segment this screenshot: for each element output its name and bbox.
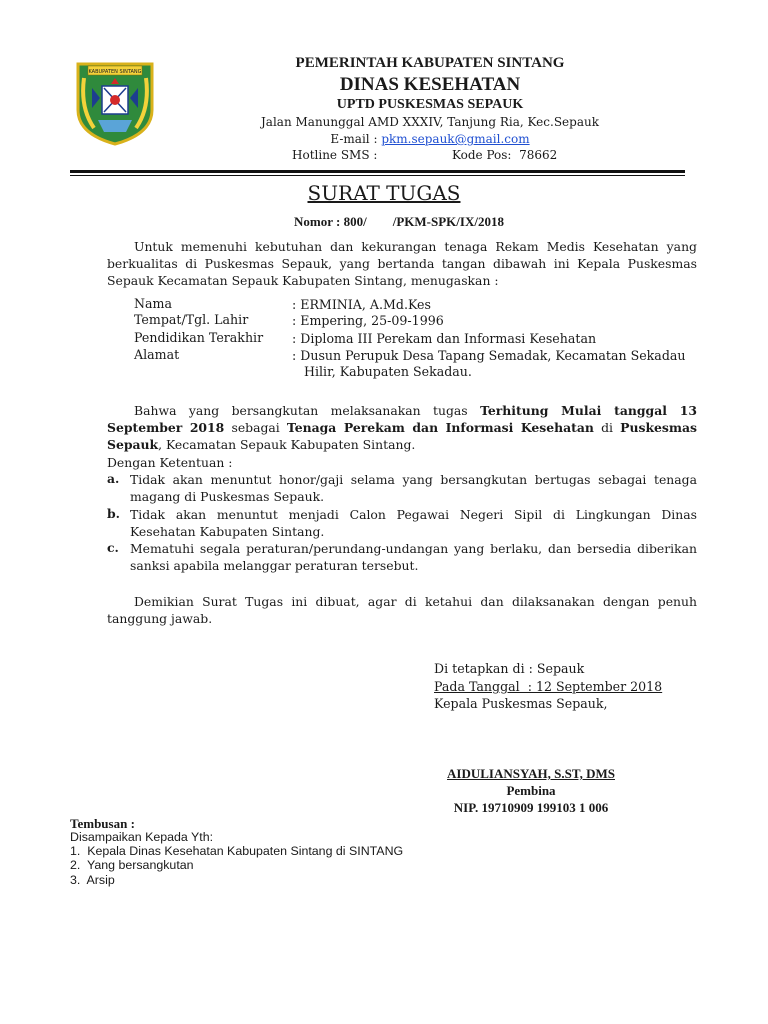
email-line: [200, 132, 660, 146]
identity-label-birth: Tempat/Tgl. Lahir: [134, 312, 249, 327]
postal-code: [452, 148, 557, 162]
identity-value-address-cont: Hilir, Kabupaten Sekadau.: [304, 364, 472, 379]
signatory-nip: NIP. 19710909 199103 1 006: [453, 800, 609, 815]
condition-b-text: Tidak akan menuntut menjadi Calon Pegawai Negeri Sipil di Lingkungan Dinas Kesehatan Kabupaten Sintang.: [130, 507, 697, 539]
cc-title: Tembusan :: [70, 816, 135, 831]
cc-item-2: 2. Yang bersangkutan: [70, 858, 194, 872]
identity-label-education: Pendidikan Terakhir: [134, 330, 264, 345]
email-link[interactable]: pkm.sepauk@gmail.com: [381, 132, 530, 146]
email-label: E-mail :: [330, 132, 378, 146]
assignment-paragraph: [107, 402, 697, 453]
assignment-start-date: Terhitung Mulai tanggal 13 September 2018: [107, 403, 697, 435]
closing-paragraph: Demikian Surat Tugas ini dibuat, agar di ketahui dan dilaksanakan dengan penuh tanggung jawab.: [107, 594, 697, 626]
assignment-text-2: sebagai: [224, 420, 287, 435]
hotline-label: Hotline SMS :: [292, 148, 378, 162]
identity-value-birth: : Empering, 25-09-1996: [292, 313, 444, 328]
assignment-text-1: Bahwa yang bersangkutan melaksanakan tugas: [134, 403, 481, 418]
department-name: DINAS KESEHATAN: [339, 74, 521, 95]
condition-c-text: Mematuhi segala peraturan/perundang-undangan yang berlaku, dan bersedia diberikan sanksi apabila melanggar peraturan tersebut.: [130, 541, 697, 573]
assignment-text-4: , Kecamatan Sepauk Kabupaten Sintang.: [158, 437, 416, 452]
signatory-name-text: AIDULIANSYAH, S.ST, DMS: [447, 766, 615, 781]
identity-value-name: : ERMINIA, A.Md.Kes: [292, 297, 431, 312]
identity-label-name: Nama: [134, 296, 172, 311]
document-title: [0, 181, 768, 205]
assignment-place: Puskesmas Sepauk: [107, 420, 698, 452]
government-name: PEMERINTAH KABUPATEN SINTANG: [295, 55, 565, 71]
signature-date: Pada Tanggal : 12 September 2018: [434, 679, 663, 694]
document-title-text: SURAT TUGAS: [307, 181, 461, 205]
document-number: Nomor : 800/ /PKM-SPK/IX/2018: [294, 214, 504, 229]
condition-c-mark: c.: [107, 540, 119, 555]
conditions-heading: Dengan Ketentuan :: [107, 455, 233, 470]
header-divider-thick: [70, 170, 685, 173]
postal-code-label: Kode Pos:: [452, 148, 512, 162]
cc-item-1: 1. Kepala Dinas Kesehatan Kabupaten Sintang di SINTANG: [70, 844, 404, 858]
assignment-role: Tenaga Perekam dan Informasi Kesehatan: [286, 420, 594, 435]
identity-label-address: Alamat: [134, 347, 180, 362]
assignment-text-3: di: [593, 420, 621, 435]
office-address: Jalan Manunggal AMD XXXIV, Tanjung Ria, Kec.Sepauk: [261, 115, 599, 129]
unit-name: UPTD PUSKESMAS SEPAUK: [336, 97, 524, 112]
header-divider-thin: [70, 175, 685, 176]
postal-code-value: 78662: [519, 148, 558, 162]
cc-item-3: 3. Arsip: [70, 873, 115, 887]
signature-position: Kepala Puskesmas Sepauk,: [434, 696, 608, 711]
condition-a-mark: a.: [107, 471, 120, 486]
signature-place: Di tetapkan di : Sepauk: [434, 661, 585, 676]
identity-value-education: : Diploma III Perekam dan Informasi Kesehatan: [292, 331, 597, 346]
condition-a-text: Tidak akan menuntut honor/gaji selama yang bersangkutan bertugas sebagai tenaga magang di Puskesmas Sepauk.: [130, 472, 697, 504]
identity-value-address: : Dusun Perupuk Desa Tapang Semadak, Kecamatan Sekadau: [292, 348, 686, 363]
cc-intro: Disampaikan Kepada Yth:: [70, 830, 214, 844]
signatory-name: [400, 766, 662, 782]
svg-text:KABUPATEN SINTANG: KABUPATEN SINTANG: [88, 69, 142, 75]
condition-b-mark: b.: [107, 506, 120, 521]
signatory-rank: Pembina: [506, 783, 556, 798]
intro-paragraph: Untuk memenuhi kebutuhan dan kekurangan tenaga Rekam Medis Kesehatan yang berkualitas di Puskesmas Sepauk, yang bertanda tangan dibawah ini Kepala Puskesmas Sepauk Kecamatan Sepauk Kabupaten Sintang, menugaskan :: [107, 239, 697, 288]
kabupaten-sintang-emblem-icon: [74, 58, 156, 146]
